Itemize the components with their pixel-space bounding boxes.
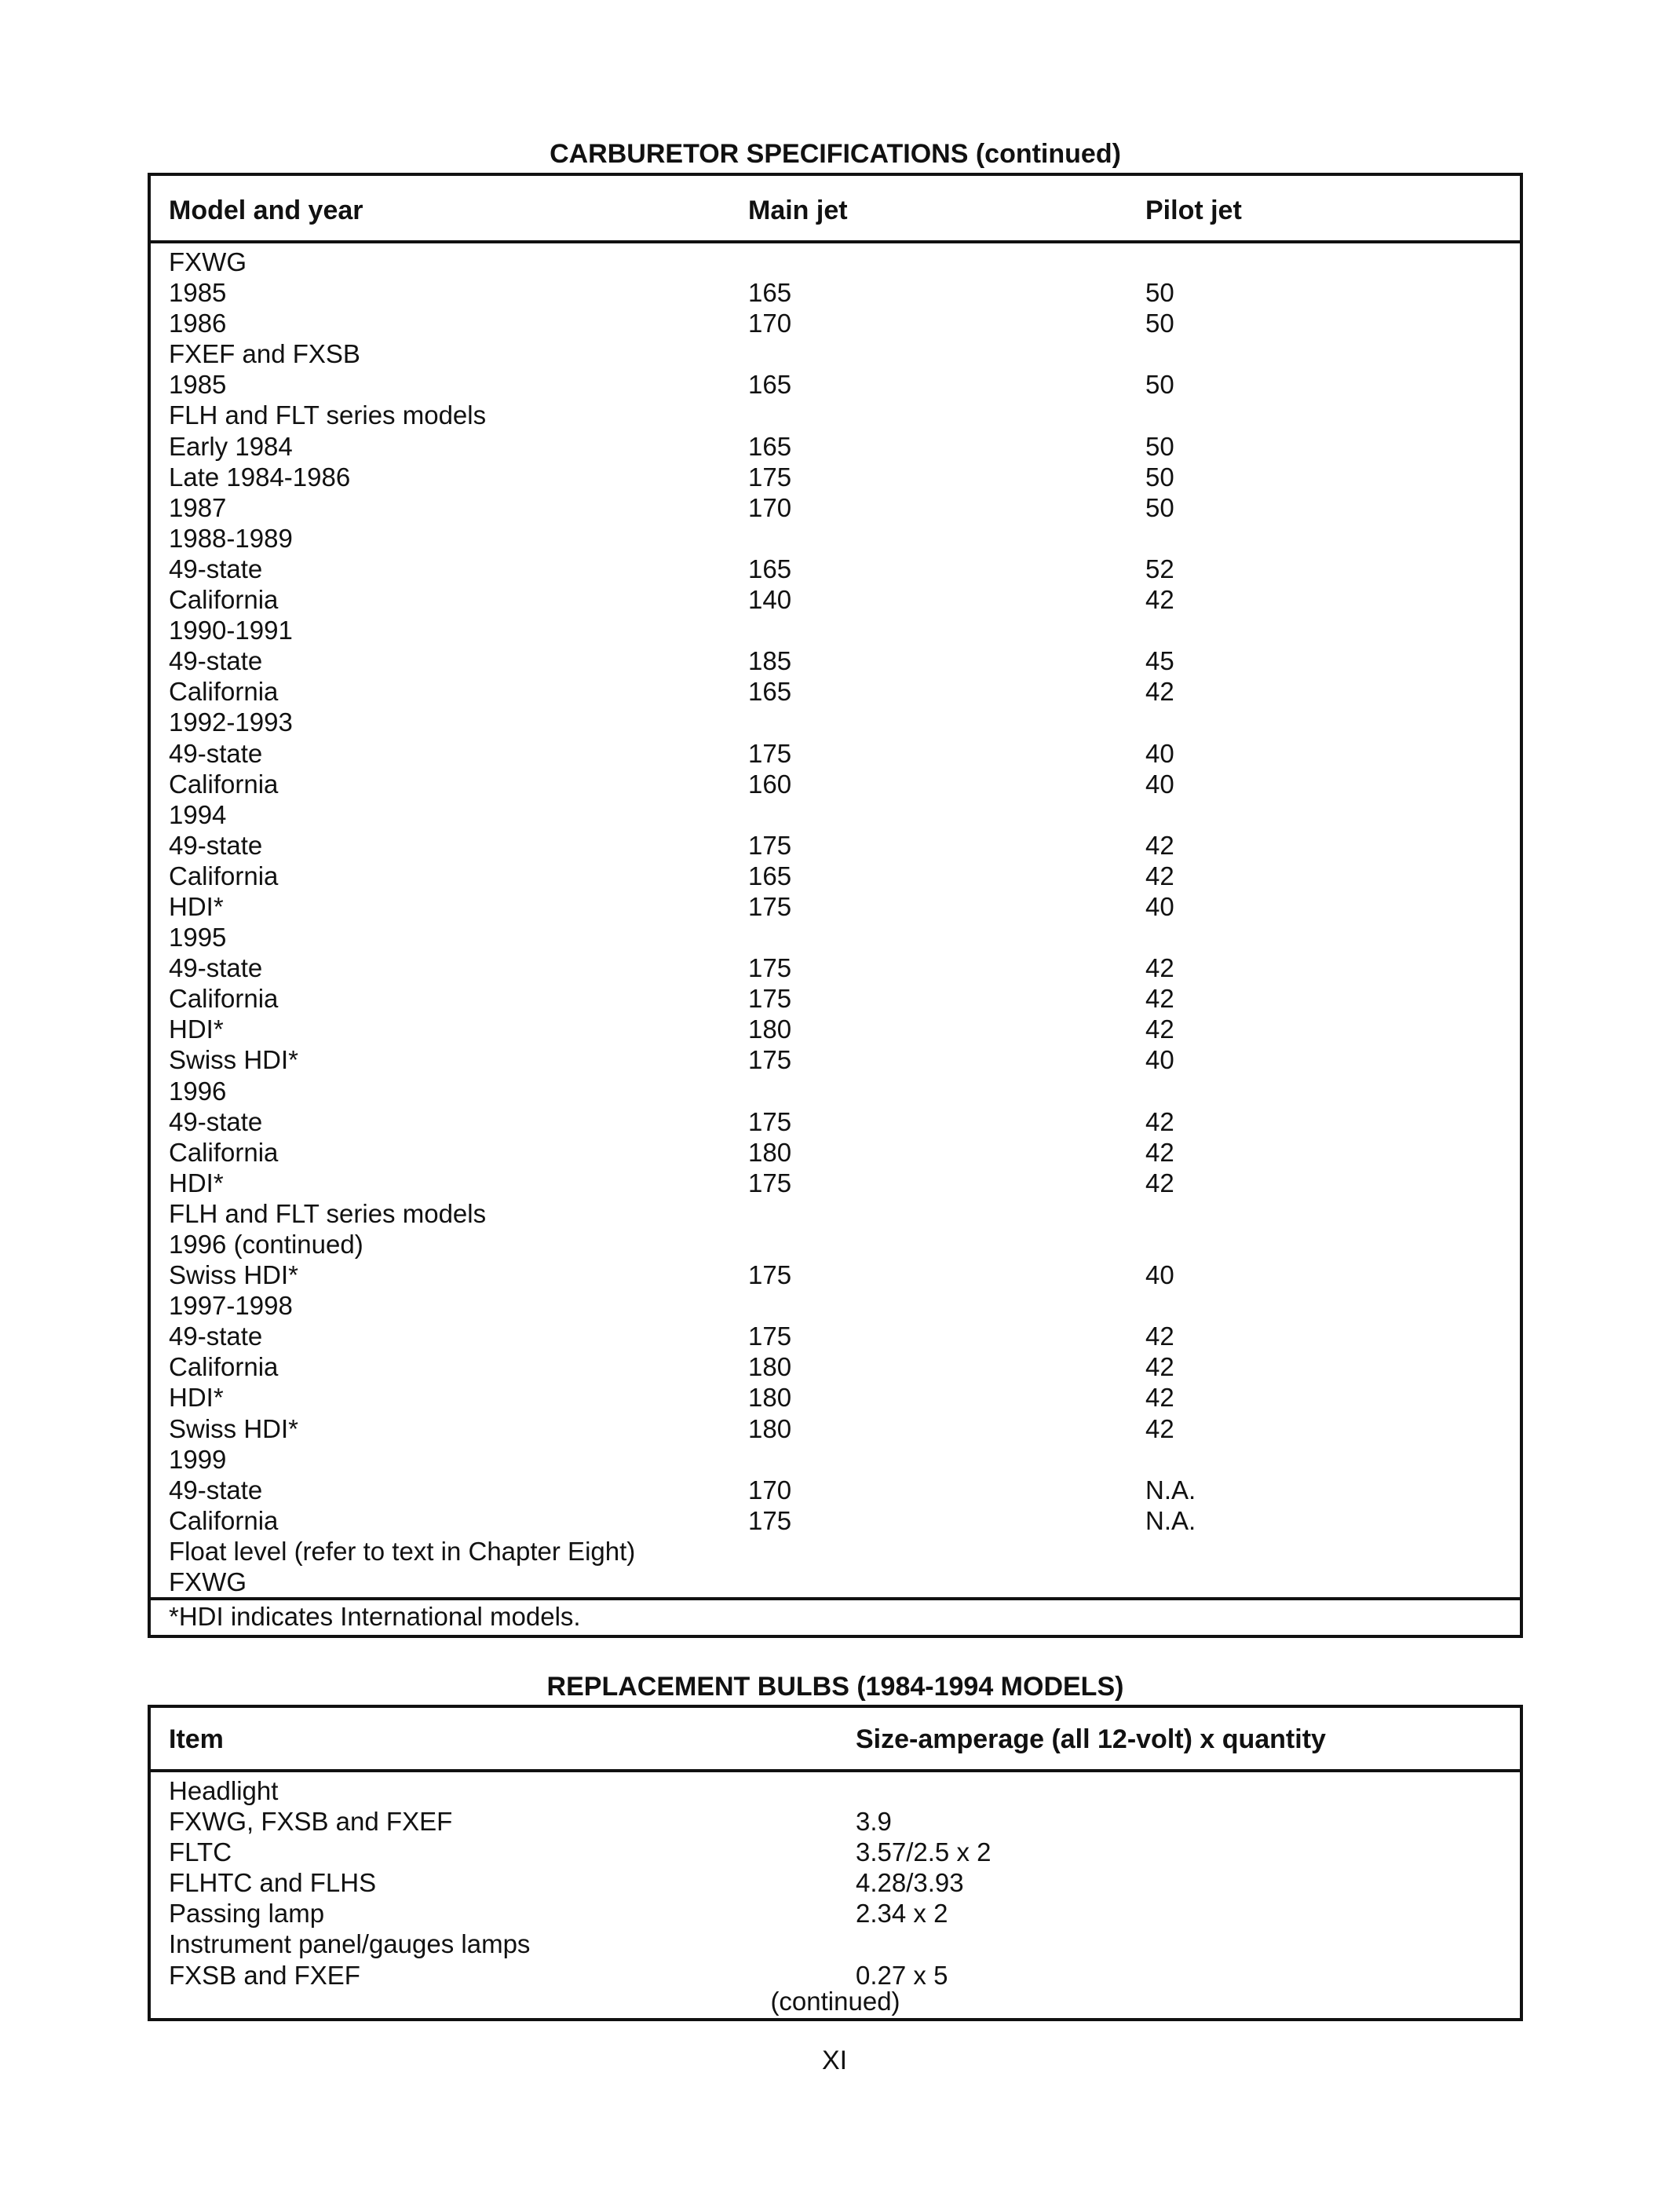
table-row [151,1076,1520,1106]
table-cell: 1985 [169,278,227,308]
table-cell: Swiss HDI* [169,1045,299,1075]
table-cell: 42 [1145,953,1174,983]
table-cell: 140 [748,585,792,615]
table-row [151,830,1520,861]
table-cell: California [169,769,279,799]
table-cell: 180 [748,1352,792,1382]
table-cell: N.A. [1145,1475,1196,1505]
table-row [151,1321,1520,1351]
table-row [151,1351,1520,1382]
table-row [151,1290,1520,1321]
table-cell: FXWG [169,247,247,276]
table-cell: Instrument panel/gauges lamps [169,1929,531,1959]
table-cell: 50 [1145,492,1174,522]
table-row [151,1475,1520,1505]
table-row [151,952,1520,983]
table-cell: 175 [748,1106,792,1136]
table-row [151,1137,1520,1168]
table-row [151,922,1520,952]
table-cell: FLTC [169,1837,232,1867]
carburetor-footnote-row [151,1597,1520,1635]
table-row [151,1413,1520,1444]
table-cell: California [169,1505,279,1535]
bulbs-table-header [151,1708,1520,1772]
table-cell: 175 [748,1322,792,1351]
table-row [151,676,1520,707]
table-row [151,1044,1520,1075]
table-cell: FLH and FLT series models [169,400,487,430]
table-cell: 180 [748,1137,792,1167]
table-cell: 50 [1145,309,1174,338]
table-row [151,891,1520,922]
table-cell: 1996 (continued) [169,1230,363,1259]
table-cell: 49-state [169,646,263,676]
table-cell: 40 [1145,769,1174,799]
table-row [151,1444,1520,1475]
table-cell: California [169,585,279,615]
table-row [151,1929,1520,1959]
table-cell: 42 [1145,585,1174,615]
table-cell: Headlight [169,1776,279,1805]
table-cell: 1985 [169,370,227,400]
table-row [151,1806,1520,1837]
table-cell: 49-state [169,1322,263,1351]
table-cell: 49-state [169,1475,263,1505]
table-cell: FXWG, FXSB and FXEF [169,1807,453,1837]
table-cell: 185 [748,646,792,676]
table-cell: 40 [1145,1260,1174,1290]
table-cell: Late 1984-1986 [169,462,351,492]
table-cell: 175 [748,462,792,492]
table-row [151,1106,1520,1137]
table-cell: 42 [1145,1137,1174,1167]
table-cell: Float level (refer to text in Chapter Eight) [169,1536,636,1566]
table-row [151,769,1520,799]
table-row [151,1775,1520,1806]
table-cell: 165 [748,677,792,707]
bulbs-table-body [151,1772,1520,1991]
table-cell: 42 [1145,1015,1174,1044]
table-cell: 170 [748,492,792,522]
table-cell: HDI* [169,1383,224,1413]
table-row [151,523,1520,554]
table-cell: Swiss HDI* [169,1260,299,1290]
table-cell: 50 [1145,431,1174,461]
table-row [151,983,1520,1014]
table-cell: 175 [748,953,792,983]
table-row [151,1536,1520,1567]
carburetor-table-header [151,176,1520,243]
table-cell: 42 [1145,830,1174,860]
table-row [151,1260,1520,1290]
table-row [151,1229,1520,1260]
table-cell: 4.28/3.93 [856,1868,964,1898]
table-row [151,1837,1520,1867]
table-cell: 42 [1145,1383,1174,1413]
page-number: XI [821,2046,848,2075]
table-cell: 160 [748,769,792,799]
carburetor-footnote: *HDI indicates International models. [169,1602,581,1631]
table-cell: 1992-1993 [169,707,293,737]
table-cell: 45 [1145,646,1174,676]
table-row [151,1382,1520,1413]
replacement-bulbs-table [148,1705,1523,2021]
table-cell: 42 [1145,861,1174,890]
table-cell: FXSB and FXEF [169,1960,360,1990]
table-cell: 175 [748,830,792,860]
table-row [151,308,1520,338]
table-cell: 50 [1145,370,1174,400]
table-cell: 175 [748,891,792,921]
table-cell: 42 [1145,1322,1174,1351]
table-cell: 165 [748,861,792,890]
table-row [151,645,1520,676]
table-cell: 49-state [169,830,263,860]
table-row [151,277,1520,308]
table-row [151,1168,1520,1198]
table-cell: 3.9 [856,1807,892,1837]
table-cell: 175 [748,984,792,1014]
table-cell: 50 [1145,462,1174,492]
table-cell: FXWG [169,1567,247,1597]
table-cell: Early 1984 [169,431,293,461]
table-cell: FXEF and FXSB [169,339,360,369]
table-row [151,1867,1520,1898]
table-cell: 49-state [169,554,263,583]
table-row [151,400,1520,430]
table-cell: 0.27 x 5 [856,1960,948,1990]
table-row [151,1198,1520,1229]
table-cell: 52 [1145,554,1174,583]
table-row [151,247,1520,277]
table-cell: 50 [1145,278,1174,308]
table-cell: 1999 [169,1444,227,1474]
table-cell: HDI* [169,1168,224,1197]
table-cell: 180 [748,1383,792,1413]
header-model-and-year: Model and year [169,196,363,225]
bulbs-table-title: REPLACEMENT BULBS (1984-1994 MODELS) [546,1672,1124,1702]
table-row [151,1567,1520,1597]
table-row [151,492,1520,523]
table-row [151,1505,1520,1536]
table-row [151,799,1520,830]
table-cell: FLHTC and FLHS [169,1868,377,1898]
header-pilot-jet: Pilot jet [1145,196,1242,225]
table-cell: 42 [1145,1106,1174,1136]
table-cell: California [169,1137,279,1167]
table-cell: 165 [748,370,792,400]
table-cell: 49-state [169,738,263,768]
continued-note: (continued) [770,1987,900,2016]
table-cell: 3.57/2.5 x 2 [856,1837,992,1867]
table-row [151,861,1520,891]
table-cell: 42 [1145,1168,1174,1197]
table-cell: California [169,1352,279,1382]
table-cell: 1987 [169,492,227,522]
table-cell: N.A. [1145,1505,1196,1535]
table-cell: 2.34 x 2 [856,1899,948,1929]
table-cell: 42 [1145,984,1174,1014]
table-cell: 165 [748,278,792,308]
table-cell: HDI* [169,891,224,921]
table-row [151,584,1520,615]
table-row [151,1014,1520,1044]
table-cell: 165 [748,431,792,461]
table-row [151,462,1520,492]
table-row [151,338,1520,369]
carburetor-table-title: CARBURETOR SPECIFICATIONS (continued) [550,139,1121,169]
table-cell: 1986 [169,309,227,338]
carburetor-table-body [151,243,1520,1597]
header-main-jet: Main jet [748,196,848,225]
table-cell: 165 [748,554,792,583]
table-cell: 49-state [169,1106,263,1136]
table-cell: 180 [748,1413,792,1443]
table-row [151,369,1520,400]
table-cell: 175 [748,738,792,768]
table-cell: 40 [1145,738,1174,768]
table-row [151,1898,1520,1929]
table-cell: 175 [748,1260,792,1290]
table-cell: California [169,984,279,1014]
carburetor-specifications-table [148,173,1523,1638]
table-cell: 49-state [169,953,263,983]
table-cell: California [169,861,279,890]
table-row [151,738,1520,769]
table-cell: California [169,677,279,707]
table-cell: 1988-1989 [169,523,293,553]
header-size-amperage: Size-amperage (all 12-volt) x quantity [856,1724,1326,1754]
table-cell: Swiss HDI* [169,1413,299,1443]
table-cell: 1994 [169,799,227,829]
header-item: Item [169,1724,224,1754]
table-row [151,615,1520,645]
table-row [151,554,1520,584]
table-cell: Passing lamp [169,1899,325,1929]
table-cell: 175 [748,1505,792,1535]
table-cell: 170 [748,309,792,338]
table-cell: 1995 [169,923,227,952]
table-cell: 170 [748,1475,792,1505]
table-cell: 175 [748,1045,792,1075]
table-cell: 1997-1998 [169,1291,293,1321]
table-cell: FLH and FLT series models [169,1198,487,1228]
table-cell: 42 [1145,1352,1174,1382]
table-cell: 40 [1145,891,1174,921]
table-cell: 1990-1991 [169,616,293,645]
table-cell: 1996 [169,1076,227,1106]
table-cell: 175 [748,1168,792,1197]
table-cell: 180 [748,1015,792,1044]
table-cell: 40 [1145,1045,1174,1075]
table-cell: HDI* [169,1015,224,1044]
table-row [151,431,1520,462]
table-cell: 42 [1145,677,1174,707]
table-row [151,707,1520,737]
table-cell: 42 [1145,1413,1174,1443]
